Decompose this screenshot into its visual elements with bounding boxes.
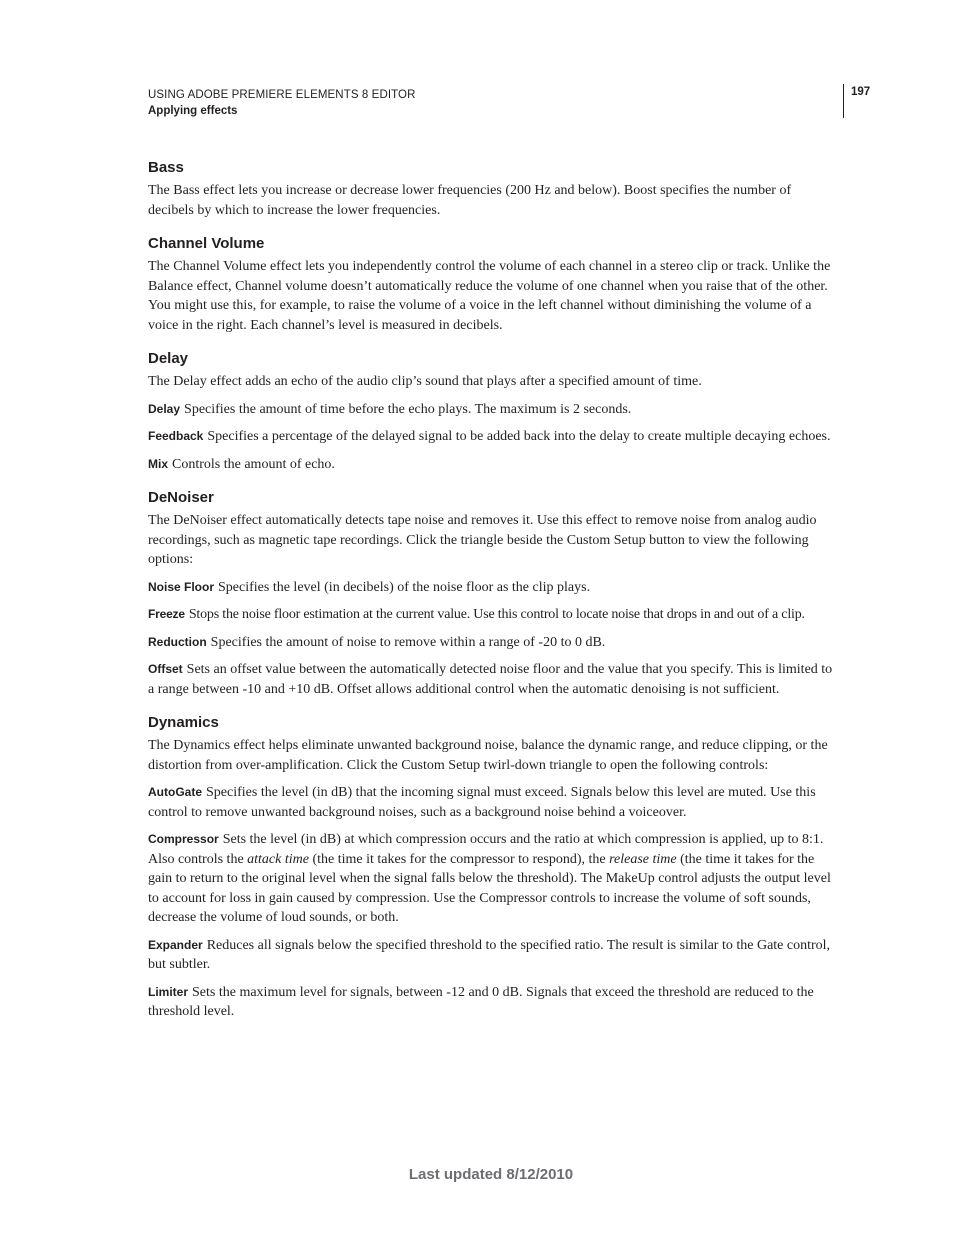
term-text: Specifies the level (in decibels) of the noise floor as the clip plays. bbox=[218, 579, 591, 595]
section-channel-volume bbox=[148, 234, 840, 335]
term-limiter bbox=[148, 983, 840, 1022]
term-freeze bbox=[148, 605, 840, 625]
term-feedback bbox=[148, 427, 840, 447]
term-label: Reduction bbox=[148, 634, 207, 649]
term-text: Specifies a percentage of the delayed signal to be added back into the delay to create multiple decaying echoes. bbox=[207, 429, 831, 444]
header-divider bbox=[843, 84, 844, 118]
page-number: 197 bbox=[851, 86, 871, 98]
term-emphasis: attack time bbox=[247, 851, 309, 867]
term-label: Expander bbox=[148, 937, 203, 952]
term-text: Controls the amount of echo. bbox=[172, 456, 335, 472]
term-offset bbox=[148, 660, 840, 699]
section-dynamics bbox=[148, 713, 840, 1022]
term-text: Specifies the amount of noise to remove within a range of -20 to 0 dB. bbox=[210, 634, 606, 650]
section-body: The Delay effect adds an echo of the audio clip’s sound that plays after a specified amount of time. bbox=[148, 374, 702, 389]
term-label: Limiter bbox=[148, 984, 189, 999]
term-text: Stops the noise floor estimation at the current value. Use this control to locate noise that drops in and out of a clip. bbox=[188, 607, 805, 622]
section-body: The DeNoiser effect automatically detects tape noise and removes it. Use this effect to remove noise from analog audio recordings, such as magnetic tape recordings. Click the triangle beside the Custom Setup button to view the following options: bbox=[148, 513, 817, 567]
term-expander bbox=[148, 936, 840, 975]
term-emphasis: release time bbox=[609, 851, 677, 867]
section-denoiser bbox=[148, 488, 840, 699]
term-label: Compressor bbox=[148, 832, 219, 846]
term-label: Noise Floor bbox=[148, 579, 215, 594]
term-text: Sets the level (in dB) at which compression occurs and the ratio at which compression is applied, up to 8:1. Also controls the bbox=[148, 832, 824, 867]
term-label: Feedback bbox=[148, 429, 204, 443]
term-text: (the time it takes for the gain to return to the original level when the signal falls below the threshold). The MakeUp control adjusts the output level to account for loss in gain caused by compression. Use the Compressor controls to increase the volume of soft sounds, decrease the volume of loud sounds, or both. bbox=[148, 851, 831, 925]
term-label: Freeze bbox=[148, 607, 185, 621]
term-text: (the time it takes for the compressor to respond), the bbox=[308, 851, 610, 867]
page-content bbox=[148, 158, 840, 1036]
term-noise-floor bbox=[148, 578, 840, 598]
term-text: Specifies the amount of time before the echo plays. The maximum is 2 seconds. bbox=[184, 401, 632, 417]
term-text: Sets the maximum level for signals, between -12 and 0 dB. Signals that exceed the threshold are reduced to the threshold level. bbox=[148, 984, 814, 1019]
section-delay bbox=[148, 349, 840, 474]
last-updated-footer: Last updated 8/12/2010 bbox=[408, 1166, 574, 1183]
term-mix bbox=[148, 455, 840, 475]
running-header bbox=[148, 87, 838, 119]
term-label: Delay bbox=[148, 401, 181, 416]
section-bass bbox=[148, 158, 840, 220]
term-autogate bbox=[148, 783, 840, 822]
section-body: The Dynamics effect helps eliminate unwanted background noise, balance the dynamic range, and reduce clipping, or the distortion from over-amplification. Click the Custom Setup twirl-down triangle to open the following controls: bbox=[148, 738, 828, 773]
section-body: The Bass effect lets you increase or decrease lower frequencies (200 Hz and below). Boost specifies the number of decibels by which to increase the lower frequencies. bbox=[148, 183, 792, 218]
term-text: Specifies the level (in dB) that the incoming signal must exceed. Signals below this level are muted. Use this control to remove unwanted background noises, such as a background noise behind a voiceover. bbox=[148, 785, 816, 820]
term-delay bbox=[148, 400, 840, 420]
term-label: AutoGate bbox=[148, 785, 202, 799]
section-heading: DeNoiser bbox=[148, 489, 214, 506]
term-text: Reduces all signals below the specified threshold to the specified ratio. The result is similar to the Gate control, but subtler. bbox=[148, 937, 831, 972]
section-heading: Channel Volume bbox=[148, 235, 265, 252]
section-heading: Delay bbox=[148, 350, 189, 367]
term-label: Mix bbox=[148, 456, 169, 471]
section-body: The Channel Volume effect lets you independently control the volume of each channel in a stereo clip or track. Unlike the Balance effect, Channel volume doesn’t automatically reduce the volume of one channel when you raise that of the other. You might use this, for example, to raise the volume of a voice in the left channel without diminishing the volume of a voice in the right. Each channel’s level is measured in decibels. bbox=[148, 259, 831, 333]
section-heading: Dynamics bbox=[148, 714, 219, 731]
term-label: Offset bbox=[148, 662, 183, 676]
term-text: Sets an offset value between the automatically detected noise floor and the value that you specify. This is limited to a range between -10 and +10 dB. Offset allows additional control when the automatic denoising is not sufficient. bbox=[148, 662, 833, 697]
term-reduction bbox=[148, 633, 840, 653]
section-heading: Bass bbox=[148, 159, 184, 176]
chapter-title: Applying effects bbox=[148, 105, 238, 117]
book-title: USING ADOBE PREMIERE ELEMENTS 8 EDITOR bbox=[148, 89, 416, 101]
term-compressor bbox=[148, 830, 840, 928]
